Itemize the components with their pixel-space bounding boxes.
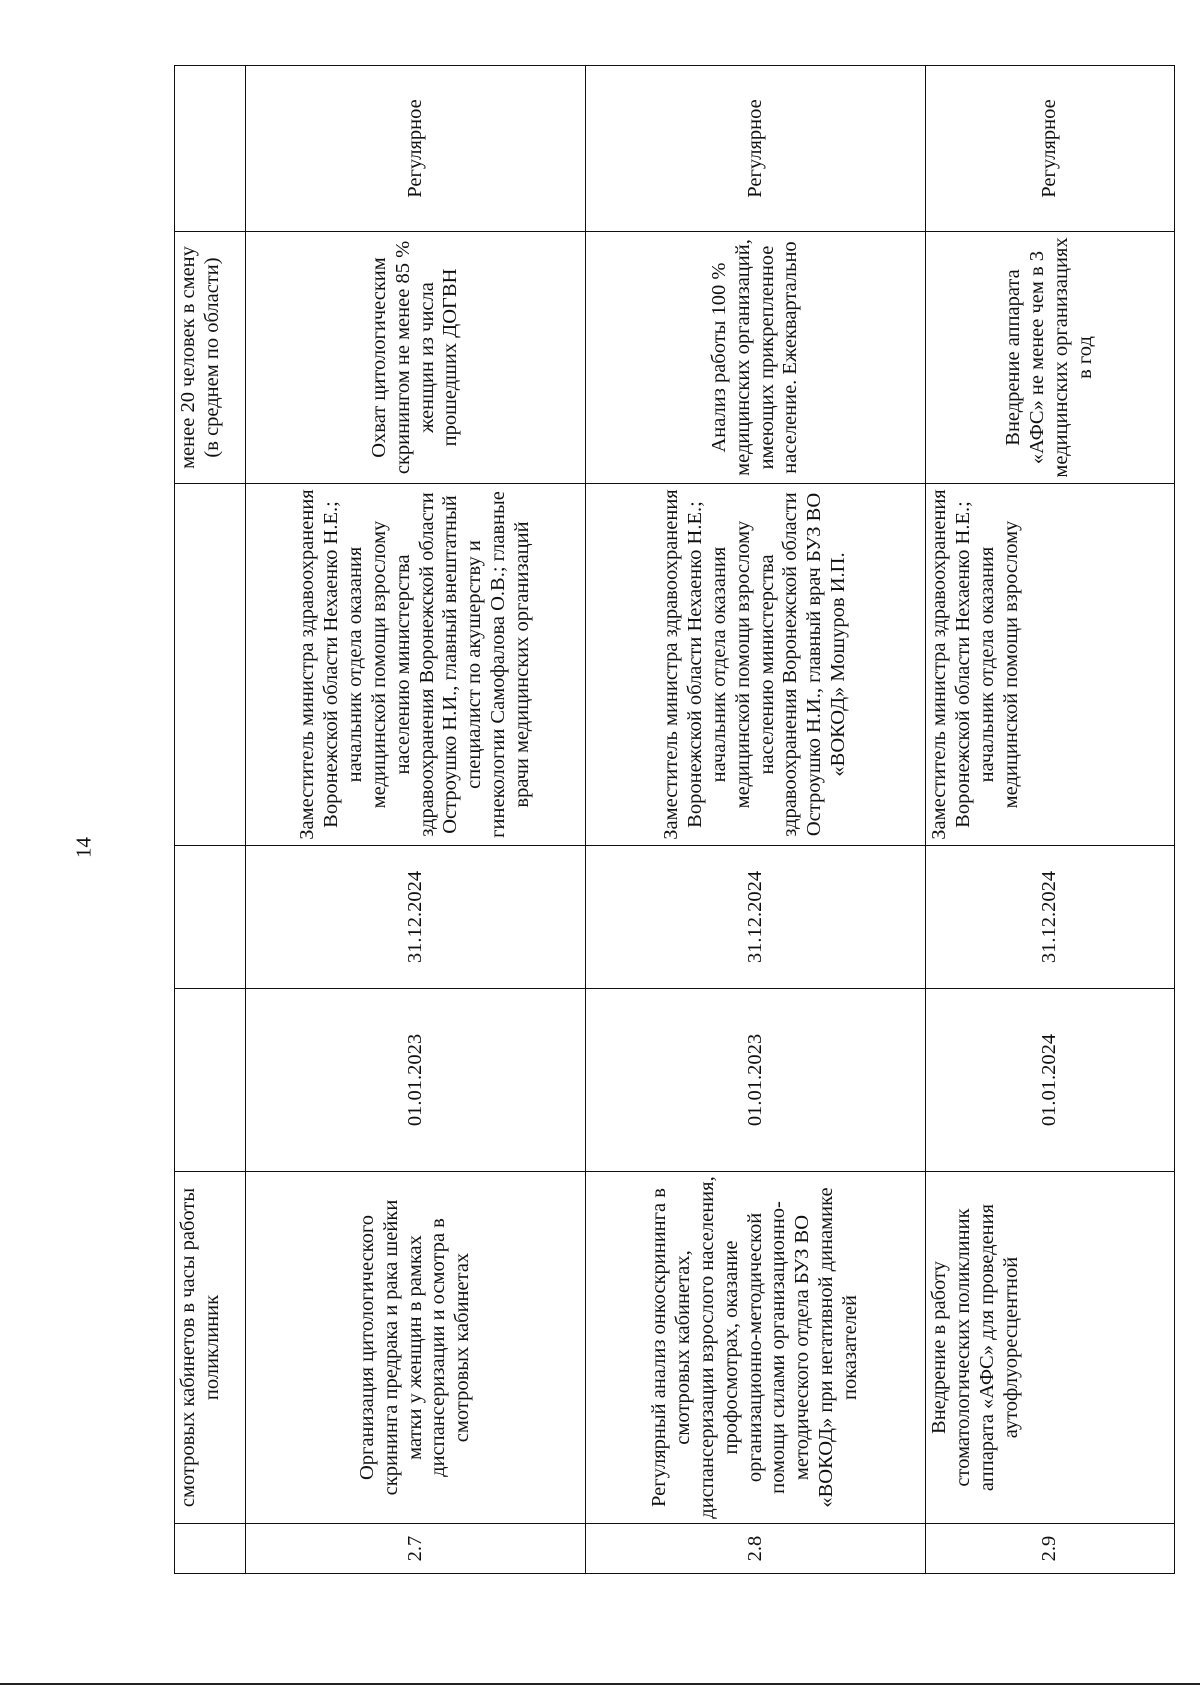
responsible-cell: Заместитель министра здравоохранения Воронежской области Нехаенко Н.Е.; начальник отдела оказания медицинской помощи взрослому населению министерства здравоохранения Воронежской области Остроушко Н.И., главный врач БУЗ ВО «ВОКОД» Мошуров И.П. [586,484,926,846]
measure-cell: смотровых кабинетов в часы работы поликлиник [175,1172,246,1524]
start-date-cell: 01.01.2023 [586,989,926,1172]
end-date-cell: 31.12.2024 [926,846,1175,989]
row-number: 2.9 [926,1524,1175,1574]
end-date-cell [175,846,246,989]
end-date-cell: 31.12.2024 [246,846,586,989]
page-bottom-rule [0,1683,1200,1685]
page-number: 14 [71,837,96,858]
table-row [586,66,926,1574]
type-cell: Регулярное [586,66,926,232]
measure-cell: Внедрение в работу стоматологических поликлиник аппарата «АФС» для проведения аутофлуоресцентной [926,1172,1175,1524]
responsible-cell [175,484,246,846]
rotated-table-frame [174,66,1174,1574]
measure-cell: Регулярный анализ онкоскрининга в смотровых кабинетах, диспансеризации взрослого населения, профосмотрах, оказание организационно-методической помощи силами организационно-методического отдела БУЗ ВО «ВОКОД» при негативной динамике показателей [586,1172,926,1524]
start-date-cell: 01.01.2024 [926,989,1175,1172]
start-date-cell: 01.01.2023 [246,989,586,1172]
type-cell: Регулярное [926,66,1175,232]
measures-table [174,65,1175,1574]
row-number: 2.8 [586,1524,926,1574]
row-number: 2.7 [246,1524,586,1574]
measure-cell: Организация цитологического скрининга предрака и рака шейки матки у женщин в рамках диспансеризации и осмотра в смотровых кабинетах [246,1172,586,1524]
result-cell: менее 20 человек в смену (в среднем по области) [175,232,246,484]
result-cell: Внедрение аппарата «АФС» не менее чем в 3 медицинских организациях в год [926,232,1175,484]
table-row [926,66,1175,1574]
table-row [175,66,246,1574]
responsible-cell: Заместитель министра здравоохранения Воронежской области Нехаенко Н.Е.; начальник отдела оказания медицинской помощи взрослому [926,484,1175,846]
type-cell [175,66,246,232]
end-date-cell: 31.12.2024 [586,846,926,989]
start-date-cell [175,989,246,1172]
result-cell: Охват цитологическим скринингом не менее 85 % женщин из числа прошедших ДОГВН [246,232,586,484]
responsible-cell: Заместитель министра здравоохранения Воронежской области Нехаенко Н.Е.; начальник отдела оказания медицинской помощи взрослому населению министерства здравоохранения Воронежской области Остроушко Н.И., главный внештатный специалист по акушерству и гинекологии Самофалова О.В.; главные врачи медицинских организаций [246,484,586,846]
result-cell: Анализ работы 100 % медицинских организаций, имеющих прикрепленное население. Ежеквартально [586,232,926,484]
type-cell: Регулярное [246,66,586,232]
row-number [175,1524,246,1574]
table-row [246,66,586,1574]
